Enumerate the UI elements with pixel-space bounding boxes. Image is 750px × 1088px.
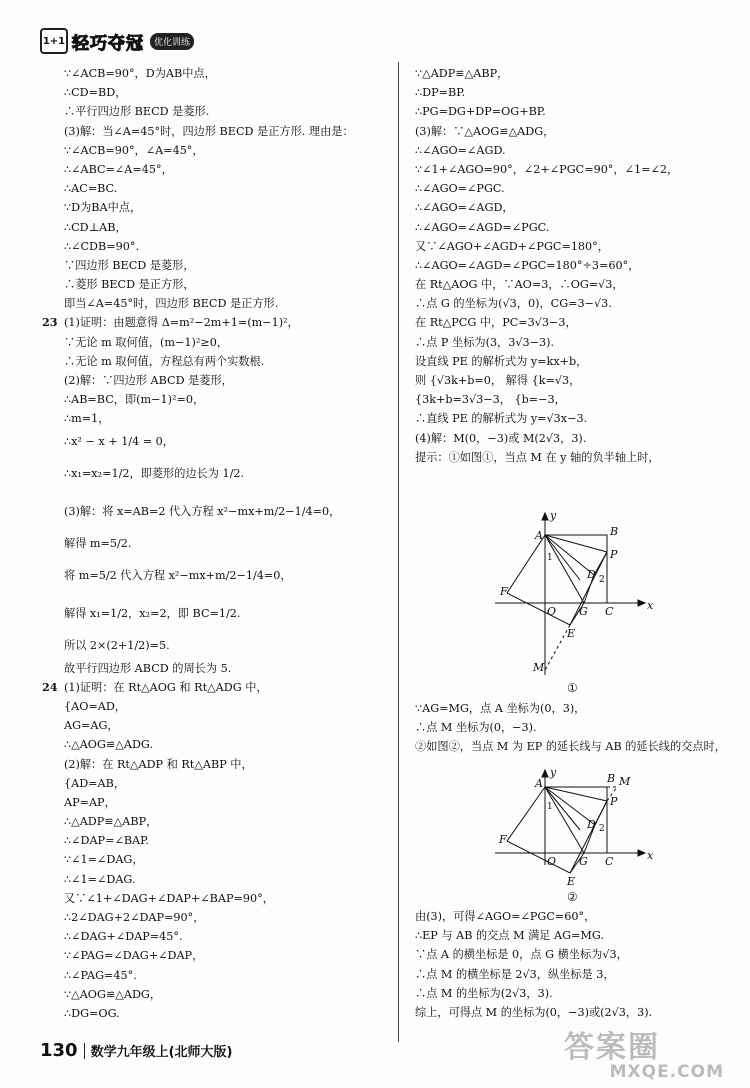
text-line: ∴∠CDB=90°. bbox=[64, 239, 140, 253]
logo-subtitle: 优化训练 bbox=[150, 33, 194, 50]
text-line: ∵△ADP≌△ABP， bbox=[415, 67, 509, 80]
fig1-label-P: P bbox=[610, 548, 618, 561]
text-line: ∴无论 m 取何值，方程总有两个实数根. bbox=[64, 354, 265, 368]
text-line: ∴∠AGO=∠AGD， bbox=[415, 201, 514, 215]
text-line: 综上，可得点 M 的坐标为(0，−3)或(2√3，3). bbox=[415, 1005, 653, 1019]
page-header bbox=[40, 30, 194, 52]
text-line: ∵四边形 BECD 是菱形， bbox=[64, 258, 195, 272]
text-line: ∴DP=BP. bbox=[415, 86, 466, 100]
text-line: 提示：①如图①，当点 M 在 y 轴的负半轴上时， bbox=[415, 450, 660, 464]
text-line: {AD=AB， bbox=[64, 776, 126, 790]
fig2-label-x: x bbox=[647, 849, 654, 862]
figure-1-caption: ① bbox=[567, 681, 578, 695]
fig2-label-B: B bbox=[607, 772, 616, 785]
fig1-label-1: 1 bbox=[547, 553, 553, 563]
text-line: (3)解：∵△AOG≌△ADG， bbox=[415, 124, 555, 138]
book-title: 数学九年级上(北师大版) bbox=[90, 1045, 233, 1060]
fig1-label-E: E bbox=[567, 627, 576, 640]
text-line: ∵无论 m 取何值，(m−1)²≥0， bbox=[64, 335, 229, 349]
q23-line: 23 (1)证明：由题意得 Δ=m²−2m+1=(m−1)²， bbox=[64, 313, 382, 332]
text-line: (4)解：M(0，−3)或 M(2√3，3). bbox=[415, 431, 587, 445]
text-line: ∴∠AGO=∠PGC. bbox=[415, 182, 505, 196]
fig2-label-D: D bbox=[587, 818, 596, 831]
text-line: ∴点 M 坐标为(0，−3). bbox=[415, 721, 537, 735]
text-line: ∴PG=DG+DP=OG+BP. bbox=[415, 105, 546, 119]
fig1-label-2: 2 bbox=[599, 575, 605, 585]
text-line: ∵点 A 的横坐标是 0，点 G 横坐标为√3， bbox=[415, 948, 628, 962]
text-line: AG=AG， bbox=[64, 719, 119, 733]
logo-badge: 1+1 bbox=[40, 28, 68, 54]
text-line: ∴∠DAP=∠BAP. bbox=[64, 834, 149, 848]
text-line: {AO=AD， bbox=[64, 699, 126, 713]
text-line: ∴EP 与 AB 的交点 M 满足 AG=MG. bbox=[415, 929, 604, 943]
text-line: ∴CD=BD， bbox=[64, 86, 127, 100]
text-line: ∵△AOG≌△ADG， bbox=[64, 987, 162, 1001]
text-line: AP=AP， bbox=[64, 795, 116, 809]
text-line: ∴直线 PE 的解析式为 y=√3x−3. bbox=[415, 412, 588, 426]
question-number: 23 bbox=[42, 315, 58, 330]
fig2-label-M: M bbox=[619, 775, 631, 788]
footer-divider bbox=[84, 1043, 85, 1059]
fig2-label-A: A bbox=[535, 777, 543, 790]
text-line: {3k+b=3√3−3， {b=−3， bbox=[415, 393, 566, 407]
text-line: ∴∠ABC=∠A=45°， bbox=[64, 162, 173, 176]
text-line: 即当∠A=45°时，四边形 BECD 是正方形. bbox=[64, 297, 279, 311]
text-line: ∴AB=BC，即(m−1)²=0， bbox=[64, 393, 205, 407]
text-line: ∴DG=OG. bbox=[64, 1006, 120, 1020]
text-line: 在 Rt△AOG 中，∵AO=3，∴OG=√3， bbox=[415, 278, 624, 292]
text-line: ∵∠1=∠DAG， bbox=[64, 853, 144, 867]
text-line: ∵∠ACB=90°，D为AB中点， bbox=[64, 67, 216, 80]
text-line: ∴AC=BC. bbox=[64, 182, 118, 196]
fig2-label-y: y bbox=[550, 766, 557, 779]
fig2-label-P: P bbox=[610, 795, 618, 808]
text-line: ∴△ADP≌△ABP， bbox=[64, 815, 158, 829]
fig1-label-x: x bbox=[647, 599, 654, 612]
text-line: ∴点 G 的坐标为(√3，0)，CG=3−√3. bbox=[415, 297, 612, 311]
watermark-text: 答案圈 bbox=[564, 1030, 660, 1065]
text-line: ∴x² − x + 1/4 = 0， bbox=[64, 434, 174, 448]
text-line: ∴∠PAG=45°. bbox=[64, 968, 137, 982]
figure-1 bbox=[495, 505, 655, 680]
watermark-url: MXQE.COM bbox=[609, 1062, 724, 1082]
text-line: 在 Rt△PCG 中，PC=3√3−3， bbox=[415, 316, 577, 330]
text-line: 解得 x₁=1/2，x₂=2，即 BC=1/2. bbox=[64, 606, 241, 620]
text-line: 故平行四边形 ABCD 的周长为 5. bbox=[64, 661, 232, 675]
right-column-b bbox=[415, 699, 735, 757]
text-line: ∴∠1=∠DAG. bbox=[64, 872, 136, 886]
fig1-label-A: A bbox=[535, 529, 543, 542]
left-column bbox=[42, 64, 382, 1023]
fig1-label-y: y bbox=[550, 509, 557, 522]
text-line: 则 {√3k+b=0， 解得 {k=√3， bbox=[415, 374, 581, 387]
fig1-label-F: F bbox=[500, 585, 508, 598]
fig1-label-G: G bbox=[579, 605, 588, 618]
text-line: 解得 m=5/2. bbox=[64, 536, 132, 550]
page-footer bbox=[40, 1040, 232, 1061]
fig1-label-O: O bbox=[547, 605, 557, 618]
text-line: 由(3)，可得∠AGO=∠PGC=60°， bbox=[415, 910, 596, 923]
text-line: ∴∠AGO=∠AGD=∠PGC. bbox=[415, 220, 550, 234]
text-line: ∴∠AGO=∠AGD. bbox=[415, 143, 506, 157]
text-line: ∴CD⊥AB， bbox=[64, 220, 127, 234]
text-line: 将 m=5/2 代入方程 x²−mx+m/2−1/4=0， bbox=[64, 568, 292, 582]
figure-2 bbox=[495, 765, 655, 890]
text-line: ∵AG=MG，点 A 坐标为(0，3)， bbox=[415, 702, 586, 715]
text-line: ∴点 P 坐标为(3，3√3−3). bbox=[415, 335, 555, 349]
fig2-label-O: O bbox=[547, 855, 557, 868]
text-line: 所以 2×(2+1/2)=5. bbox=[64, 638, 170, 652]
fig1-label-M: M bbox=[533, 661, 545, 674]
fig2-label-2: 2 bbox=[599, 824, 605, 834]
right-column-a bbox=[415, 64, 735, 467]
page-number: 130 bbox=[40, 1040, 78, 1061]
text-line: 设直线 PE 的解析式为 y=kx+b， bbox=[415, 354, 588, 368]
text-line: ∵D为BA中点， bbox=[64, 201, 142, 215]
text-line: ∴点 M 的坐标为(2√3，3). bbox=[415, 986, 553, 1000]
right-column-c bbox=[415, 907, 735, 1022]
question-number: 24 bbox=[42, 679, 58, 694]
fig2-label-C: C bbox=[605, 855, 614, 868]
text-line: ∴x₁=x₂=1/2，即菱形的边长为 1/2. bbox=[64, 466, 245, 480]
figure-2-caption: ② bbox=[567, 890, 578, 904]
text-line: ∴菱形 BECD 是正方形， bbox=[64, 278, 195, 292]
text-line: ②如图②，当点 M 为 EP 的延长线与 AB 的延长线的交点时， bbox=[415, 740, 726, 754]
fig1-label-C: C bbox=[605, 605, 614, 618]
text-line: (2)解：∵四边形 ABCD 是菱形， bbox=[64, 374, 233, 387]
fig1-label-B: B bbox=[610, 525, 619, 538]
fig2-label-F: F bbox=[499, 833, 507, 846]
text-line: ∴△AOG≌△ADG. bbox=[64, 738, 154, 752]
fig2-label-1: 1 bbox=[547, 802, 553, 812]
text-line: ∵∠1+∠AGO=90°，∠2+∠PGC=90°，∠1=∠2， bbox=[415, 162, 679, 176]
text-line: ∴点 M 的横坐标是 2√3，纵坐标是 3， bbox=[415, 967, 615, 981]
q24-line: 24 (1)证明：在 Rt△AOG 和 Rt△ADG 中， bbox=[64, 678, 382, 697]
column-divider bbox=[398, 62, 399, 1042]
text-line: ∴∠DAG+∠DAP=45°. bbox=[64, 930, 183, 944]
text-line: ∴2∠DAG+2∠DAP=90°， bbox=[64, 911, 205, 924]
fig2-label-E: E bbox=[567, 875, 576, 888]
text-line: ∴m=1， bbox=[64, 412, 110, 426]
text-line: (3)解：当∠A=45°时，四边形 BECD 是正方形. 理由是： bbox=[64, 124, 354, 138]
text-line: 又∵∠AGO+∠AGD+∠PGC=180°， bbox=[415, 239, 609, 253]
fig1-label-D: D bbox=[587, 568, 596, 581]
text-line: ∵∠ACB=90°，∠A=45°， bbox=[64, 143, 204, 157]
text-line: (2)解：在 Rt△ADP 和 Rt△ABP 中， bbox=[64, 757, 253, 771]
text-line: ∴∠AGO=∠AGD=∠PGC=180°÷3=60°， bbox=[415, 258, 640, 272]
logo-text: 轻巧夺冠 bbox=[72, 33, 144, 54]
fig2-label-G: G bbox=[579, 855, 588, 868]
text-line: (3)解：将 x=AB=2 代入方程 x²−mx+m/2−1/4=0， bbox=[64, 504, 341, 518]
text-line: ∵∠PAG=∠DAG+∠DAP， bbox=[64, 949, 204, 963]
text-line: ∴平行四边形 BECD 是菱形. bbox=[64, 105, 210, 119]
text-line: 又∵∠1+∠DAG+∠DAP+∠BAP=90°， bbox=[64, 891, 274, 905]
